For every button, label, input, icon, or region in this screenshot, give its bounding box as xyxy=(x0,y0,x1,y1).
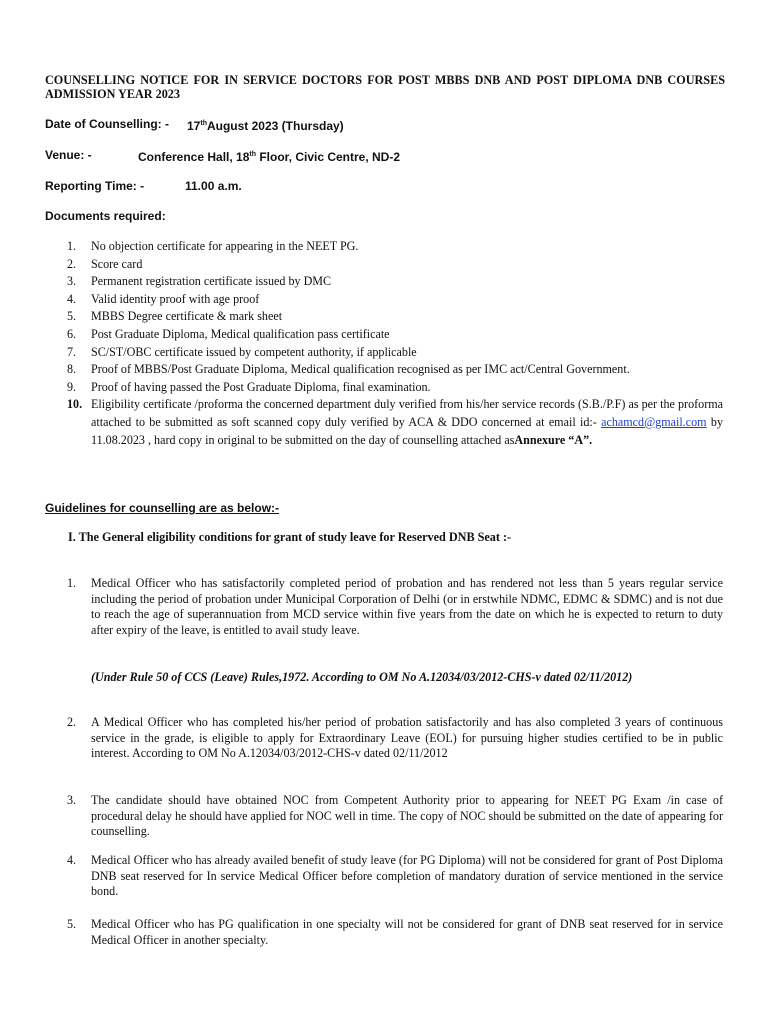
documents-heading: Documents required: xyxy=(45,209,166,223)
list-item xyxy=(45,326,723,344)
list-item-text-continued: by 11.08.2023 , hard copy in original to be submitted on the day of counselling attached as xyxy=(91,414,723,447)
list-item xyxy=(45,273,723,291)
list-item-number: 6. xyxy=(67,326,77,341)
rule-note: (Under Rule 50 of CCS (Leave) Rules,1972. According to OM No A.12034/03/2012-CHS-v dated 02/11/2012) xyxy=(91,670,633,684)
list-item-number: 2. xyxy=(67,256,77,271)
list-item-text: Medical Officer who has already availed benefit of study leave (for PG Diploma) will not be considered for grant of Post Diploma DNB seat reserved for In service Medical Officer before completion of mandatory duration of service mentioned in the service bond. xyxy=(91,853,723,899)
guideline-1 xyxy=(45,576,723,638)
list-item-number: 1. xyxy=(67,239,77,253)
list-item-number: 3. xyxy=(67,274,77,289)
guidelines-heading: Guidelines for counselling are as below:- xyxy=(45,501,280,515)
counselling-date-suffix: th xyxy=(200,120,207,127)
list-item-text: Eligibility certificate /proforma the concerned department duly verified from his/her service records (S.B./P.F) as per the proforma attached to be submitted as soft scanned copy duly verified by ACA & DDO concerned at email id:- xyxy=(91,397,723,429)
counselling-date-row xyxy=(45,117,344,133)
list-item-text: Medical Officer who has PG qualification in one specialty will not be considered for grant of DNB seat reserved for in service Medical Officer in another specialty. xyxy=(91,917,723,947)
list-item-number: 3. xyxy=(67,793,77,807)
list-item xyxy=(45,291,723,309)
list-item xyxy=(45,715,723,762)
list-item-number: 7. xyxy=(67,344,77,359)
list-item xyxy=(45,256,723,274)
list-item-text: MBBS Degree certificate & mark sheet xyxy=(91,309,283,324)
list-item xyxy=(45,853,723,900)
list-item-text: No objection certificate for appearing in the NEET PG. xyxy=(91,239,359,253)
venue-value-end: Floor, Civic Centre, ND-2 xyxy=(255,150,401,164)
list-item-number: 1. xyxy=(67,576,77,590)
counselling-date-label: Date of Counselling: - xyxy=(45,117,169,131)
venue-value xyxy=(138,148,400,164)
list-item-text: The candidate should have obtained NOC from Competent Authority prior to appearing for NEET PG Exam /in case of procedural delay he should have applied for NOC well in time. The copy of NOC should be submitted on the date of appearing for counselling. xyxy=(91,793,723,839)
guideline-2 xyxy=(45,715,723,762)
list-item xyxy=(45,361,723,379)
list-item-text: A Medical Officer who has completed his/her period of probation satisfactorily and has also completed 3 years of continuous service in the grade, is eligible to apply for Extraordinary Leave (EOL) for pursuing higher studies certified to be in public interest. According to OM No A.12034/03/2012-CHS-v dated 02/11/2012 xyxy=(91,715,723,761)
list-item xyxy=(45,379,723,397)
reporting-time-value: 11.00 a.m. xyxy=(185,179,242,193)
list-item-number: 5. xyxy=(67,917,77,931)
list-item-text: Proof of having passed the Post Graduate Diploma, final examination. xyxy=(91,379,431,394)
list-item xyxy=(45,238,723,256)
venue-label: Venue: - xyxy=(45,148,92,162)
venue-value-start: Conference Hall, 18 xyxy=(138,150,250,164)
list-item-text: Medical Officer who has satisfactorily completed period of probation and has rendered not less than 5 years regular service including the period of probation under Municipal Corporation of Delhi (or in erstwhile NDMC, EDMC & SDMC) and is not due to reach the age of superannuation from MCD service within five years from the date on which he is expected to return to duty after expiry of the leave, is entitled to avail study leave. xyxy=(91,576,723,637)
documents-list xyxy=(45,238,723,449)
guideline-4 xyxy=(45,853,723,900)
guideline-5 xyxy=(45,917,723,948)
list-item xyxy=(45,793,723,840)
venue-row xyxy=(45,148,401,164)
list-item xyxy=(45,344,723,362)
guideline-3 xyxy=(45,793,723,840)
list-item-text: SC/ST/OBC certificate issued by competent authority, if applicable xyxy=(91,344,417,359)
list-item-text: Proof of MBBS/Post Graduate Diploma, Medical qualification recognised as per IMC act/Central Government. xyxy=(91,362,630,377)
venue-floor-suffix: th xyxy=(249,151,256,158)
list-item-number: 5. xyxy=(67,309,77,324)
list-item-text: Permanent registration certificate issued by DMC xyxy=(91,274,332,289)
notice-title: COUNSELLING NOTICE FOR IN SERVICE DOCTORS FOR POST MBBS DNB AND POST DIPLOMA DNB COURSES ADMISSION YEAR 2023 xyxy=(45,73,725,101)
eligibility-section-title: I. The General eligibility conditions for grant of study leave for Reserved DNB Seat :- xyxy=(68,530,512,544)
list-item-eligibility-certificate xyxy=(45,396,723,449)
list-item xyxy=(45,917,723,948)
list-item-number: 8. xyxy=(67,362,77,377)
list-item-number: 9. xyxy=(67,379,77,394)
counselling-date-rest: August 2023 (Thursday) xyxy=(206,119,344,133)
list-item-text: Valid identity proof with age proof xyxy=(91,291,260,306)
list-item-text: Score card xyxy=(91,256,143,271)
list-item xyxy=(45,576,723,638)
reporting-time-row xyxy=(45,179,242,193)
list-item-number: 4. xyxy=(67,853,77,867)
list-item-number: 2. xyxy=(67,715,77,729)
counselling-date-value xyxy=(187,117,344,133)
list-item-text: Post Graduate Diploma, Medical qualification pass certificate xyxy=(91,326,390,341)
reporting-time-label: Reporting Time: - xyxy=(45,179,145,193)
list-item xyxy=(45,308,723,326)
counselling-date-day: 17 xyxy=(187,119,201,133)
list-item-number: 4. xyxy=(67,291,77,306)
list-item-number: 10. xyxy=(67,397,83,412)
email-link[interactable]: achamcd@gmail.com xyxy=(601,414,707,429)
annexure-reference: Annexure “A”. xyxy=(514,432,593,447)
